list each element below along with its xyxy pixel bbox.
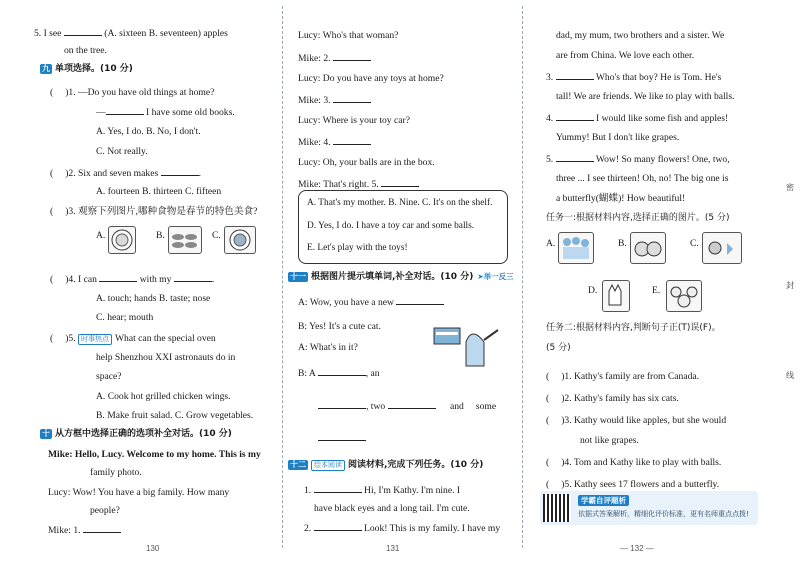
page-131-lower [290, 0, 514, 566]
dumpling-plate-icon[interactable] [108, 226, 136, 254]
picture-dialog-6 [318, 432, 366, 445]
column-divider [282, 6, 283, 548]
page-number: — 132 — [620, 544, 654, 553]
dialog-line: Mike: 2. [298, 52, 371, 65]
option-line: A. That's my mother. B. Nine. C. It's on the shelf. [307, 198, 493, 208]
task-1-title: 任务一:根据材料内容,选择正确的图片。(5 分) [546, 213, 730, 223]
reading-text: tall! We are friends. We like to play with balls. [556, 91, 735, 102]
answer-blank[interactable] [396, 296, 444, 305]
picture-dialog-3: A: What's in it? [298, 342, 358, 353]
column-divider [522, 6, 523, 548]
family-icon[interactable] [558, 232, 594, 264]
reading-3: 3. Who's that boy? He is Tom. He's [546, 72, 722, 83]
page-number: 131 [386, 544, 400, 553]
q5-line: 5. I see (A. sixteen B. seventeen) apples [34, 28, 228, 39]
answer-blank[interactable] [388, 400, 436, 409]
judge-3-cont: not like grapes. [580, 435, 639, 446]
judge-3: ( )3. Kathy would like apples, but she would [546, 415, 727, 426]
option-line: E. Let's play with the toys! [307, 243, 408, 253]
judge-1: ( )1. Kathy's family are from Canada. [546, 371, 700, 382]
option-line: D. Yes, I do. I have a toy car and some balls. [307, 221, 475, 231]
task1-opt-c: C. [690, 238, 699, 249]
task-2-score: (5 分) [546, 343, 571, 353]
rice-dish-icon[interactable] [224, 226, 256, 254]
dialog-line: Lucy: Where is your toy car? [298, 115, 410, 126]
mc4-line: ( )4. I can with my . [50, 274, 215, 285]
answer-blank[interactable] [556, 71, 594, 80]
q5-continued: on the tree. [64, 45, 107, 56]
reading-text: three ... I see thirteen! Oh, no! The big one is [556, 173, 729, 184]
seal-line-mark: 封 [786, 281, 794, 290]
answer-blank[interactable] [318, 367, 366, 376]
task1-opt-a: A. [546, 238, 556, 249]
dialog-line: Lucy: Oh, your balls are in the box. [298, 157, 435, 168]
mc5-line: ( )5. 时事热点 What can the special oven [50, 333, 216, 344]
schoolbag-books-icon [432, 322, 502, 372]
section-12-header: 十二 绘本阅读 阅读材料,完成下列任务。(10 分) [290, 460, 484, 470]
task1-opt-e: E. [652, 285, 661, 296]
picture-dialog-4: B: A , an [298, 368, 380, 379]
mc5-option-bc: B. Make fruit salad. C. Grow vegetables. [96, 410, 254, 421]
page-132 [540, 0, 758, 566]
dialog-line: Mike: 4. [298, 136, 371, 149]
answer-blank[interactable] [556, 153, 594, 162]
answer-blank[interactable] [174, 273, 212, 282]
flower-butterfly-icon[interactable] [702, 232, 742, 264]
mc3-opt-a: A. [96, 230, 106, 241]
task1-opt-d: D. [588, 285, 598, 296]
dialog-line: Lucy: Do you have any toys at home? [298, 73, 444, 84]
dialog-line: Mike: 3. [298, 94, 371, 107]
dialog-line-1: Mike: Hello, Lucy. Welcome to my home. This is my [48, 449, 261, 460]
fruit-icon[interactable] [630, 232, 666, 264]
news-tag: 时事热点 [78, 334, 112, 345]
judge-4: ( )4. Tom and Kathy like to play with balls. [546, 457, 722, 468]
answer-blank[interactable] [318, 400, 366, 409]
mc2-line: ( )2. Six and seven makes . [50, 168, 202, 179]
reading-1-cont: have black eyes and a long tail. I'm cute. [314, 503, 470, 514]
judge-5: ( )5. Kathy sees 17 flowers and a butterfly. [546, 479, 720, 490]
mc4-options: A. touch; hands B. taste; nose [96, 293, 211, 304]
task1-opt-b: B. [618, 238, 627, 249]
mc5-text: help Shenzhou XXI astronauts do in [96, 352, 236, 363]
reading-4: 4. I would like some fish and apples! [546, 113, 729, 124]
reading-2: 2. Look! This is my family. I have my [304, 523, 501, 534]
reading-text: are from China. We love each other. [556, 50, 695, 61]
picture-dialog-1: A: Wow, you have a new [298, 296, 444, 309]
banner-text: 依据式答案解析，精细化评价标准，更有名师重点点拨! [578, 510, 749, 518]
section-10-header: 十 从方框中选择正确的选项补全对话。(10 分) [42, 429, 232, 439]
reading-1: 1. Hi, I'm Kathy. I'm nine. I [304, 485, 461, 496]
mc3-line: ( )3. 观察下列图片,哪种食物是春节的特色美食? [50, 206, 258, 217]
dumplings-icon[interactable] [168, 226, 202, 254]
dialog-line-1b: family photo. [90, 467, 142, 478]
reading-text: dad, my mum, two brothers and a sister. We [556, 30, 725, 41]
banner-title: 学霸自评题析 [578, 495, 629, 506]
cat-icon[interactable] [602, 280, 630, 312]
answer-blank[interactable] [318, 432, 366, 441]
mc1-option-c: C. Not really. [96, 146, 148, 157]
mc1-line: ( )1. —Do you have old things at home? [50, 87, 215, 98]
mc3-opt-b: B. [156, 230, 165, 241]
dialog-line: Mike: That's right. 5. [298, 178, 419, 191]
answer-blank[interactable] [314, 522, 362, 531]
page-130 [34, 0, 266, 566]
reading-5: 5. Wow! So many flowers! One, two, [546, 154, 730, 165]
mc5-text-2: space? [96, 371, 122, 382]
qr-code-icon[interactable] [543, 494, 571, 522]
answer-blank[interactable] [99, 273, 137, 282]
answer-blank[interactable] [83, 524, 121, 533]
mc5-option-a: A. Cook hot grilled chicken wings. [96, 391, 231, 402]
seal-line-mark: 线 [786, 371, 794, 380]
answer-blank[interactable] [556, 112, 594, 121]
dialog-line: Lucy: Who's that woman? [298, 30, 399, 41]
answer-blank[interactable] [314, 484, 362, 493]
mc4-option-c: C. hear; mouth [96, 312, 154, 323]
picture-dialog-5: , two and some [318, 400, 496, 413]
answer-blank[interactable] [64, 27, 102, 36]
judge-2: ( )2. Kathy's family has six cats. [546, 393, 679, 404]
mc2-options: A. fourteen B. thirteen C. fifteen [96, 186, 222, 197]
reading-text: a butterfly(蝴蝶)! How beautiful! [556, 193, 686, 204]
dialog-line-3: Mike: 1. [48, 524, 121, 537]
section-11-header: 十一 根据图片提示填单词,补全对话。(10 分) ➤举一反三 [290, 272, 514, 282]
section-9-header: 九 单项选择。(10 分) [42, 64, 133, 74]
page-number: 130 [146, 544, 160, 553]
mc1-options: A. Yes, I do. B. No, I don't. [96, 126, 201, 137]
seal-line-mark: 密 [786, 183, 794, 192]
answer-blank[interactable] [106, 106, 144, 115]
cat-family-icon[interactable] [666, 280, 702, 312]
reading-text: Yummy! But I don't like grapes. [556, 132, 680, 143]
dialog-line-2b: people? [90, 505, 120, 516]
mc3-opt-c: C. [212, 230, 221, 241]
task-2-title: 任务二:根据材料内容,判断句子正(T)误(F)。 [546, 323, 721, 333]
dialog-line-2: Lucy: Wow! You have a big family. How many [48, 487, 230, 498]
self-review-banner [540, 491, 758, 525]
picture-dialog-2: B: Yes! It's a cute cat. [298, 321, 381, 332]
mc1-answer: — I have some old books. [96, 107, 235, 118]
answer-blank[interactable] [161, 167, 199, 176]
